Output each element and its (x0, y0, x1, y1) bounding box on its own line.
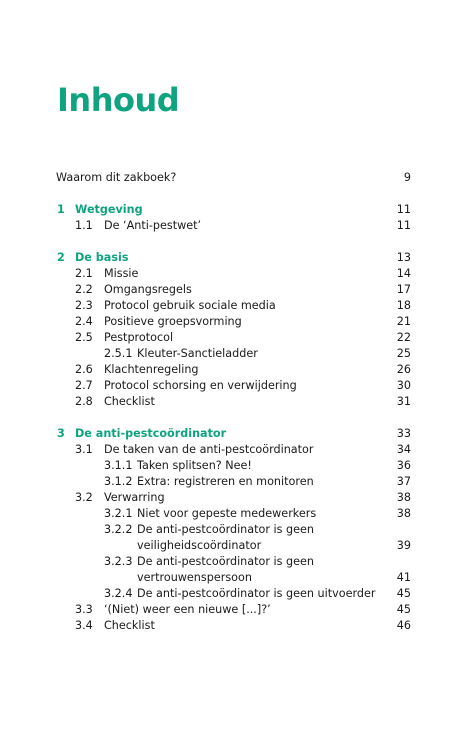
toc-number: 1 (57, 203, 65, 216)
toc-page-number: 14 (396, 267, 411, 280)
toc-number: 2.8 (75, 395, 93, 408)
toc-entry[interactable] (0, 506, 471, 522)
toc-number: 2.3 (75, 299, 93, 312)
toc-title: Verwarring (104, 491, 165, 504)
toc-entry[interactable] (0, 490, 471, 506)
toc-title: vertrouwenspersoon (137, 571, 252, 584)
toc-title: veiligheidscoördinator (137, 539, 262, 552)
toc-number: 3.1 (75, 443, 93, 456)
toc-page-number: 9 (403, 171, 411, 184)
toc-page-number: 18 (396, 299, 411, 312)
toc-number: 3.1.2 (104, 475, 133, 488)
toc-title: Checklist (104, 619, 155, 632)
toc-title: Positieve groepsvorming (104, 315, 242, 328)
toc-number: 3.2.1 (104, 507, 133, 520)
toc-page-number: 39 (396, 539, 411, 552)
toc-title: De taken van de anti-pestcoördinator (104, 443, 314, 456)
toc-entry[interactable] (0, 266, 471, 282)
toc-entry[interactable] (0, 458, 471, 474)
toc-entry[interactable] (0, 442, 471, 458)
toc-page-number: 11 (396, 203, 411, 216)
toc-title: Checklist (104, 395, 155, 408)
toc-number: 2 (57, 251, 65, 264)
toc-title: Niet voor gepeste medewerkers (137, 507, 317, 520)
toc-number: 2.6 (75, 363, 93, 376)
toc-page-number: 25 (396, 347, 411, 360)
toc-entry[interactable] (0, 394, 471, 410)
toc-title: De anti-pestcoördinator is geen (137, 523, 314, 536)
toc-page-number: 41 (396, 571, 411, 584)
toc-title: Kleuter-Sanctieladder (137, 347, 258, 360)
toc-title: Waarom dit zakboek? (56, 171, 177, 184)
toc-page-number: 13 (396, 251, 411, 264)
toc-number: 1.1 (75, 219, 93, 232)
toc-number: 2.7 (75, 379, 93, 392)
toc-title: De basis (75, 251, 129, 264)
toc-entry[interactable] (0, 170, 471, 186)
toc-number: 2.2 (75, 283, 93, 296)
toc-page-number: 17 (396, 283, 411, 296)
toc-page-number: 37 (396, 475, 411, 488)
toc-number: 3.1.1 (104, 459, 133, 472)
toc-entry[interactable] (0, 218, 471, 234)
toc-entry[interactable] (0, 586, 471, 602)
toc-number: 3.2.2 (104, 523, 133, 536)
toc-entry[interactable] (0, 538, 471, 554)
toc-title: De anti-pestcoördinator is geen (137, 555, 314, 568)
toc-page-number: 31 (396, 395, 411, 408)
toc-number: 2.4 (75, 315, 93, 328)
toc-entry[interactable] (0, 522, 471, 538)
toc-entry[interactable] (0, 346, 471, 362)
toc-entry[interactable] (0, 618, 471, 634)
toc-entry[interactable] (0, 282, 471, 298)
toc-number: 2.1 (75, 267, 93, 280)
toc-page-number: 38 (396, 491, 411, 504)
toc-entry[interactable] (0, 314, 471, 330)
toc-number: 3.4 (75, 619, 93, 632)
toc-page-number: 45 (396, 603, 411, 616)
toc-chapter[interactable] (0, 202, 471, 218)
toc-title: ‘(Niet) weer een nieuwe [...]?’ (104, 603, 271, 616)
page-title: Inhoud (57, 81, 180, 119)
toc-number: 3 (57, 427, 65, 440)
toc-title: Protocol gebruik sociale media (104, 299, 276, 312)
toc-page-number: 11 (396, 219, 411, 232)
toc-title: De anti-pestcoördinator is geen uitvoerder (137, 587, 376, 600)
toc-entry[interactable] (0, 378, 471, 394)
toc-title: De anti-pestcoördinator (75, 427, 227, 440)
toc-title: Wetgeving (75, 203, 143, 216)
toc-page-number: 46 (396, 619, 411, 632)
toc-title: Protocol schorsing en verwijdering (104, 379, 297, 392)
toc-page-number: 33 (396, 427, 411, 440)
toc-title: Klachtenregeling (104, 363, 199, 376)
toc-page-number: 26 (396, 363, 411, 376)
toc-entry[interactable] (0, 330, 471, 346)
toc-number: 3.3 (75, 603, 93, 616)
toc-page-number: 30 (396, 379, 411, 392)
toc-title: Pestprotocol (104, 331, 174, 344)
toc-page-number: 38 (396, 507, 411, 520)
toc-title: Extra: registreren en monitoren (137, 475, 314, 488)
toc-page-number: 34 (396, 443, 411, 456)
toc-title: Omgangsregels (104, 283, 192, 296)
toc-entry[interactable] (0, 362, 471, 378)
toc-entry[interactable] (0, 554, 471, 570)
toc-page-number: 22 (396, 331, 411, 344)
toc-number: 3.2.4 (104, 587, 133, 600)
toc-chapter[interactable] (0, 250, 471, 266)
toc-entry[interactable] (0, 474, 471, 490)
toc-number: 2.5.1 (104, 347, 133, 360)
toc-page-number: 36 (396, 459, 411, 472)
toc-number: 3.2.3 (104, 555, 133, 568)
toc-page-number: 21 (396, 315, 411, 328)
toc-entry[interactable] (0, 570, 471, 586)
toc-number: 3.2 (75, 491, 93, 504)
toc-chapter[interactable] (0, 426, 471, 442)
toc-entry[interactable] (0, 602, 471, 618)
toc-title: Missie (104, 267, 139, 280)
toc-title: De ‘Anti-pestwet’ (104, 219, 202, 232)
toc-number: 2.5 (75, 331, 93, 344)
toc-entry[interactable] (0, 298, 471, 314)
toc-title: Taken splitsen? Nee! (137, 459, 252, 472)
toc-page-number: 45 (396, 587, 411, 600)
